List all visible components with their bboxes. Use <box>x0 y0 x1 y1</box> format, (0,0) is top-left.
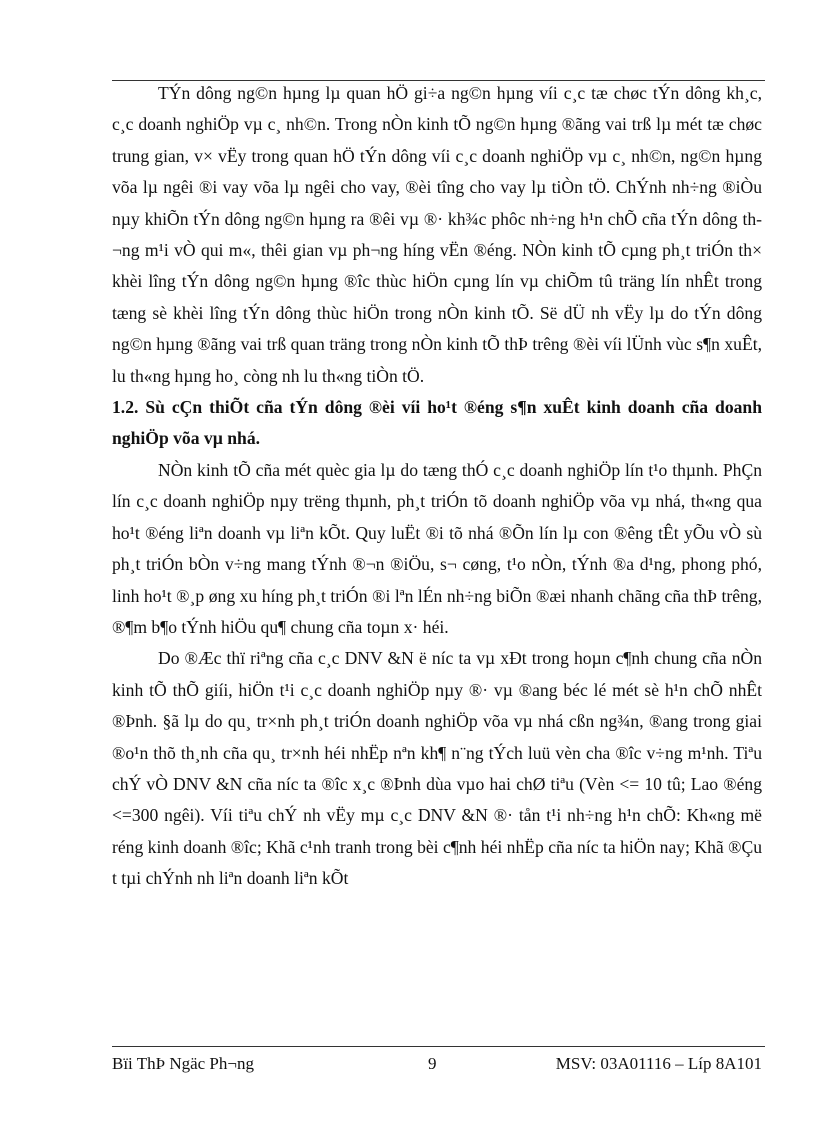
page-body <box>112 78 762 895</box>
footer-student-info: MSV: 03A01116 – Líp 8A101 <box>555 1054 762 1073</box>
paragraph-credit-relations: TÝn dông ng©n hµng lµ quan hÖ gi÷a ng©n hµng víi c¸c tæ chøc tÝn dông kh¸c, c¸c doanh nghiÖp vµ c¸ nh©n. Trong nÒn kinh tÕ ng©n hµng ®ãng vai trß lµ mét tæ chøc trung gian, v× vËy trong quan hÖ tÝn dông víi c¸c doanh nghiÖp vµ c¸ nh©n, ng©n hµng võa lµ ngêi ®i vay võa lµ ngêi cho vay, ®èi tîng cho vay lµ tiÒn tÖ. ChÝnh nh÷ng ®iÒu nµy khiÕn tÝn dông ng©n hµng ra ®êi vµ ®· kh¾c phôc nh÷ng h¹n chÕ cña tÝn dông th¬ng m¹i vÒ qui m«, thêi gian vµ ph¬ng híng vËn ®éng. NÒn kinh tÕ cµng ph¸t triÓn th× khèi lîng tÝn dông ng©n hµng ®îc thùc hiÖn cµng lín vµ chiÕm tû träng lín nhÊt trong tæng sè khèi lîng tÝn dông thùc hiÖn trong nÒn kinh tÕ. Së dÜ nh vËy lµ do tÝn dông ng©n hµng ®ãng vai trß quan träng trong nÒn kinh tÕ thÞ trêng ®èi víi lÜnh vùc s¶n xuÊt, lu th«ng hµng ho¸ còng nh lu th«ng tiÒn tÖ. <box>112 83 762 386</box>
footer-rule <box>112 1046 765 1047</box>
paragraph-sme-limitations: Do ®Æc thï riªng cña c¸c DNV &N ë níc ta vµ xÐt trong hoµn c¶nh chung cña nÒn kinh tÕ thÕ giíi, hiÖn t¹i c¸c doanh nghiÖp nµy ®· vµ ®ang béc lé mét sè h¹n chÕ nhÊt ®Þnh. §ã lµ do qu¸ tr×nh ph¸t triÓn doanh nghiÖp võa vµ nhá cßn ng¾n, ®ang trong giai ®o¹n thõ th¸nh cña qu¸ tr×nh héi nhËp nªn kh¶ n¨ng tÝch luü vèn cha ®îc v÷ng m¹nh. Tiªu chÝ vÒ DNV &N cña níc ta ®îc x¸c ®Þnh dùa vµo hai chØ tiªu (Vèn <= 10 tû; Lao ®éng <=300 ngêi). Víi tiªu chÝ nh vËy mµ c¸c DNV &N ®· tån t¹i nh÷ng h¹n chÕ: Kh«ng më réng kinh doanh ®îc; Khã c¹nh tranh trong bèi c¶nh héi nhËp cña níc ta hiÖn nay; Khã ®Çu t tµi chÝnh nh liªn doanh liªn kÕt <box>112 648 762 889</box>
footer-page-number: 9 <box>428 1054 437 1073</box>
page-footer <box>112 1052 762 1076</box>
footer-author: Bïi ThÞ Ngäc Ph¬ng <box>112 1054 254 1073</box>
paragraph-economy-enterprises: NÒn kinh tÕ cña mét quèc gia lµ do tæng thÓ c¸c doanh nghiÖp lín t¹o thµnh. PhÇn lín c¸c doanh nghiÖp nµy trëng thµnh, ph¸t triÓn tõ doanh nghiÖp võa vµ nhá, th«ng qua ho¹t ®éng liªn doanh vµ liªn kÕt. Quy luËt ®i tõ nhá ®Õn lín lµ con ®êng tÊt yÕu vÒ sù ph¸t triÓn bÒn v÷ng mang tÝnh ®¬n ®iÖu, s¬ cøng, t¹o nÒn, tÝnh ®a d¹ng, phong phó, linh ho¹t ®¸p øng xu híng ph¸t triÓn ®i lªn lÉn nh÷ng biÕn ®æi nhanh chãng cña thÞ trêng, ®¶m b¶o tÝnh hiÖu qu¶ chung cña toµn x· héi. <box>112 459 762 637</box>
section-heading-1-2: 1.2. Sù cÇn thiÕt cña tÝn dông ®èi víi ho¹t ®éng s¶n xuÊt kinh doanh cña doanh nghiÖp võa vµ nhá. <box>112 397 762 449</box>
